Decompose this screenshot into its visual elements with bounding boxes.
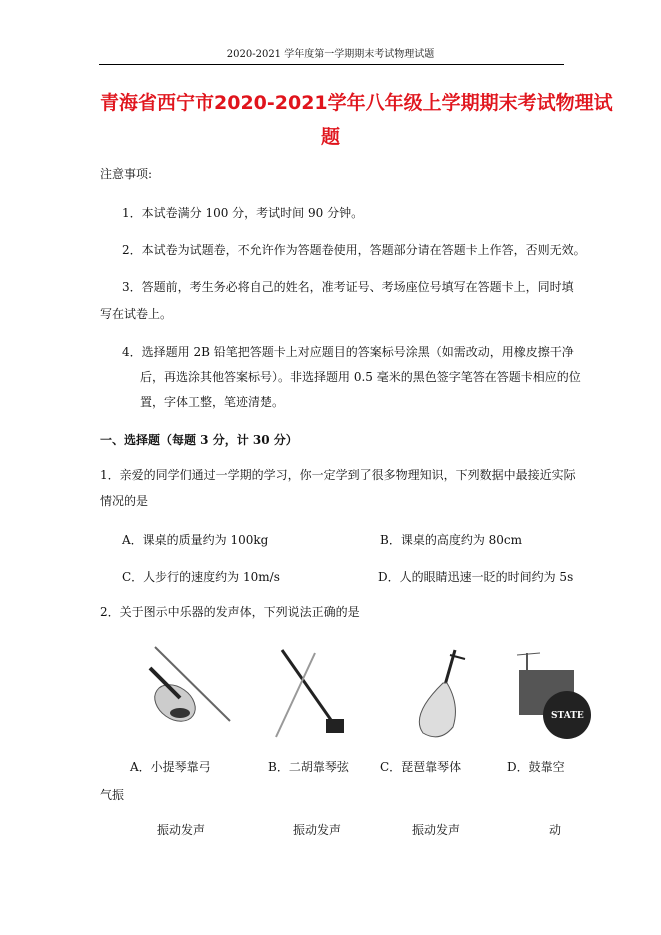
title-line-2: 题 — [321, 126, 341, 148]
pipa-image — [405, 645, 475, 740]
notice-4-cont-1: 后，再选涂其他答案标号）。非选择题用 0.5 毫米的黑色签字笔答在答题卡相应的位 — [140, 370, 581, 384]
notice-1: 1．本试卷满分 100 分，考试时间 90 分钟。 — [122, 206, 364, 220]
q1-option-c: C．人步行的速度约为 10m/s — [122, 570, 280, 584]
q2-option-b: B．二胡靠琴弦 — [268, 760, 349, 774]
running-header: 2020-2021 学年度第一学期期末考试物理试题 — [226, 49, 435, 60]
notice-heading: 注意事项: — [100, 167, 153, 181]
drum-label: STATE — [551, 711, 584, 721]
drum-kit-image — [515, 645, 595, 740]
q2-option-b-cont: 振动发声 — [293, 823, 342, 837]
header-rule — [99, 64, 564, 65]
erhu-image — [270, 645, 360, 740]
q2-option-c-cont: 振动发声 — [412, 823, 461, 837]
title-line-1: 青海省西宁市2020-2021学年八年级上学期期末考试物理试 — [100, 92, 613, 114]
notice-4: 4．选择题用 2B 铅笔把答题卡上对应题目的答案标号涂黑（如需改动，用橡皮擦干净 — [122, 345, 574, 359]
q2-option-d-cont: 动 — [549, 823, 562, 837]
q1-stem-cont: 情况的是 — [100, 494, 149, 508]
q2-option-a-cont: 振动发声 — [157, 823, 206, 837]
notice-4-cont-2: 置，字体工整，笔迹清楚。 — [140, 395, 285, 409]
q2-option-d-wrap: 气振 — [100, 788, 125, 802]
notice-2: 2．本试卷为试题卷，不允许作为答题卷使用，答题部分请在答题卡上作答，否则无效。 — [122, 243, 586, 257]
q2-option-c: C．琵琶靠琴体 — [380, 760, 462, 774]
q1-option-b: B．课桌的高度约为 80cm — [380, 533, 523, 547]
violin-image — [130, 643, 240, 738]
q2-stem: 2．关于图示中乐器的发声体，下列说法正确的是 — [100, 605, 360, 619]
notice-3: 3．答题前，考生务必将自己的姓名，准考证号、考场座位号填写在答题卡上，同时填 — [122, 280, 574, 294]
q2-option-d: D．鼓靠空 — [507, 760, 565, 774]
section-heading: 一、选择题（每题 3 分，计 30 分） — [100, 433, 298, 447]
notice-3-cont: 写在试卷上。 — [100, 307, 173, 321]
q1-option-d: D．人的眼睛迅速一眨的时间约为 5s — [378, 570, 574, 584]
q2-option-a: A．小提琴靠弓 — [130, 760, 211, 774]
q1-option-a: A．课桌的质量约为 100kg — [122, 533, 269, 547]
q1-stem: 1．亲爱的同学们通过一学期的学习，你一定学到了很多物理知识，下列数据中最接近实际 — [100, 468, 576, 482]
